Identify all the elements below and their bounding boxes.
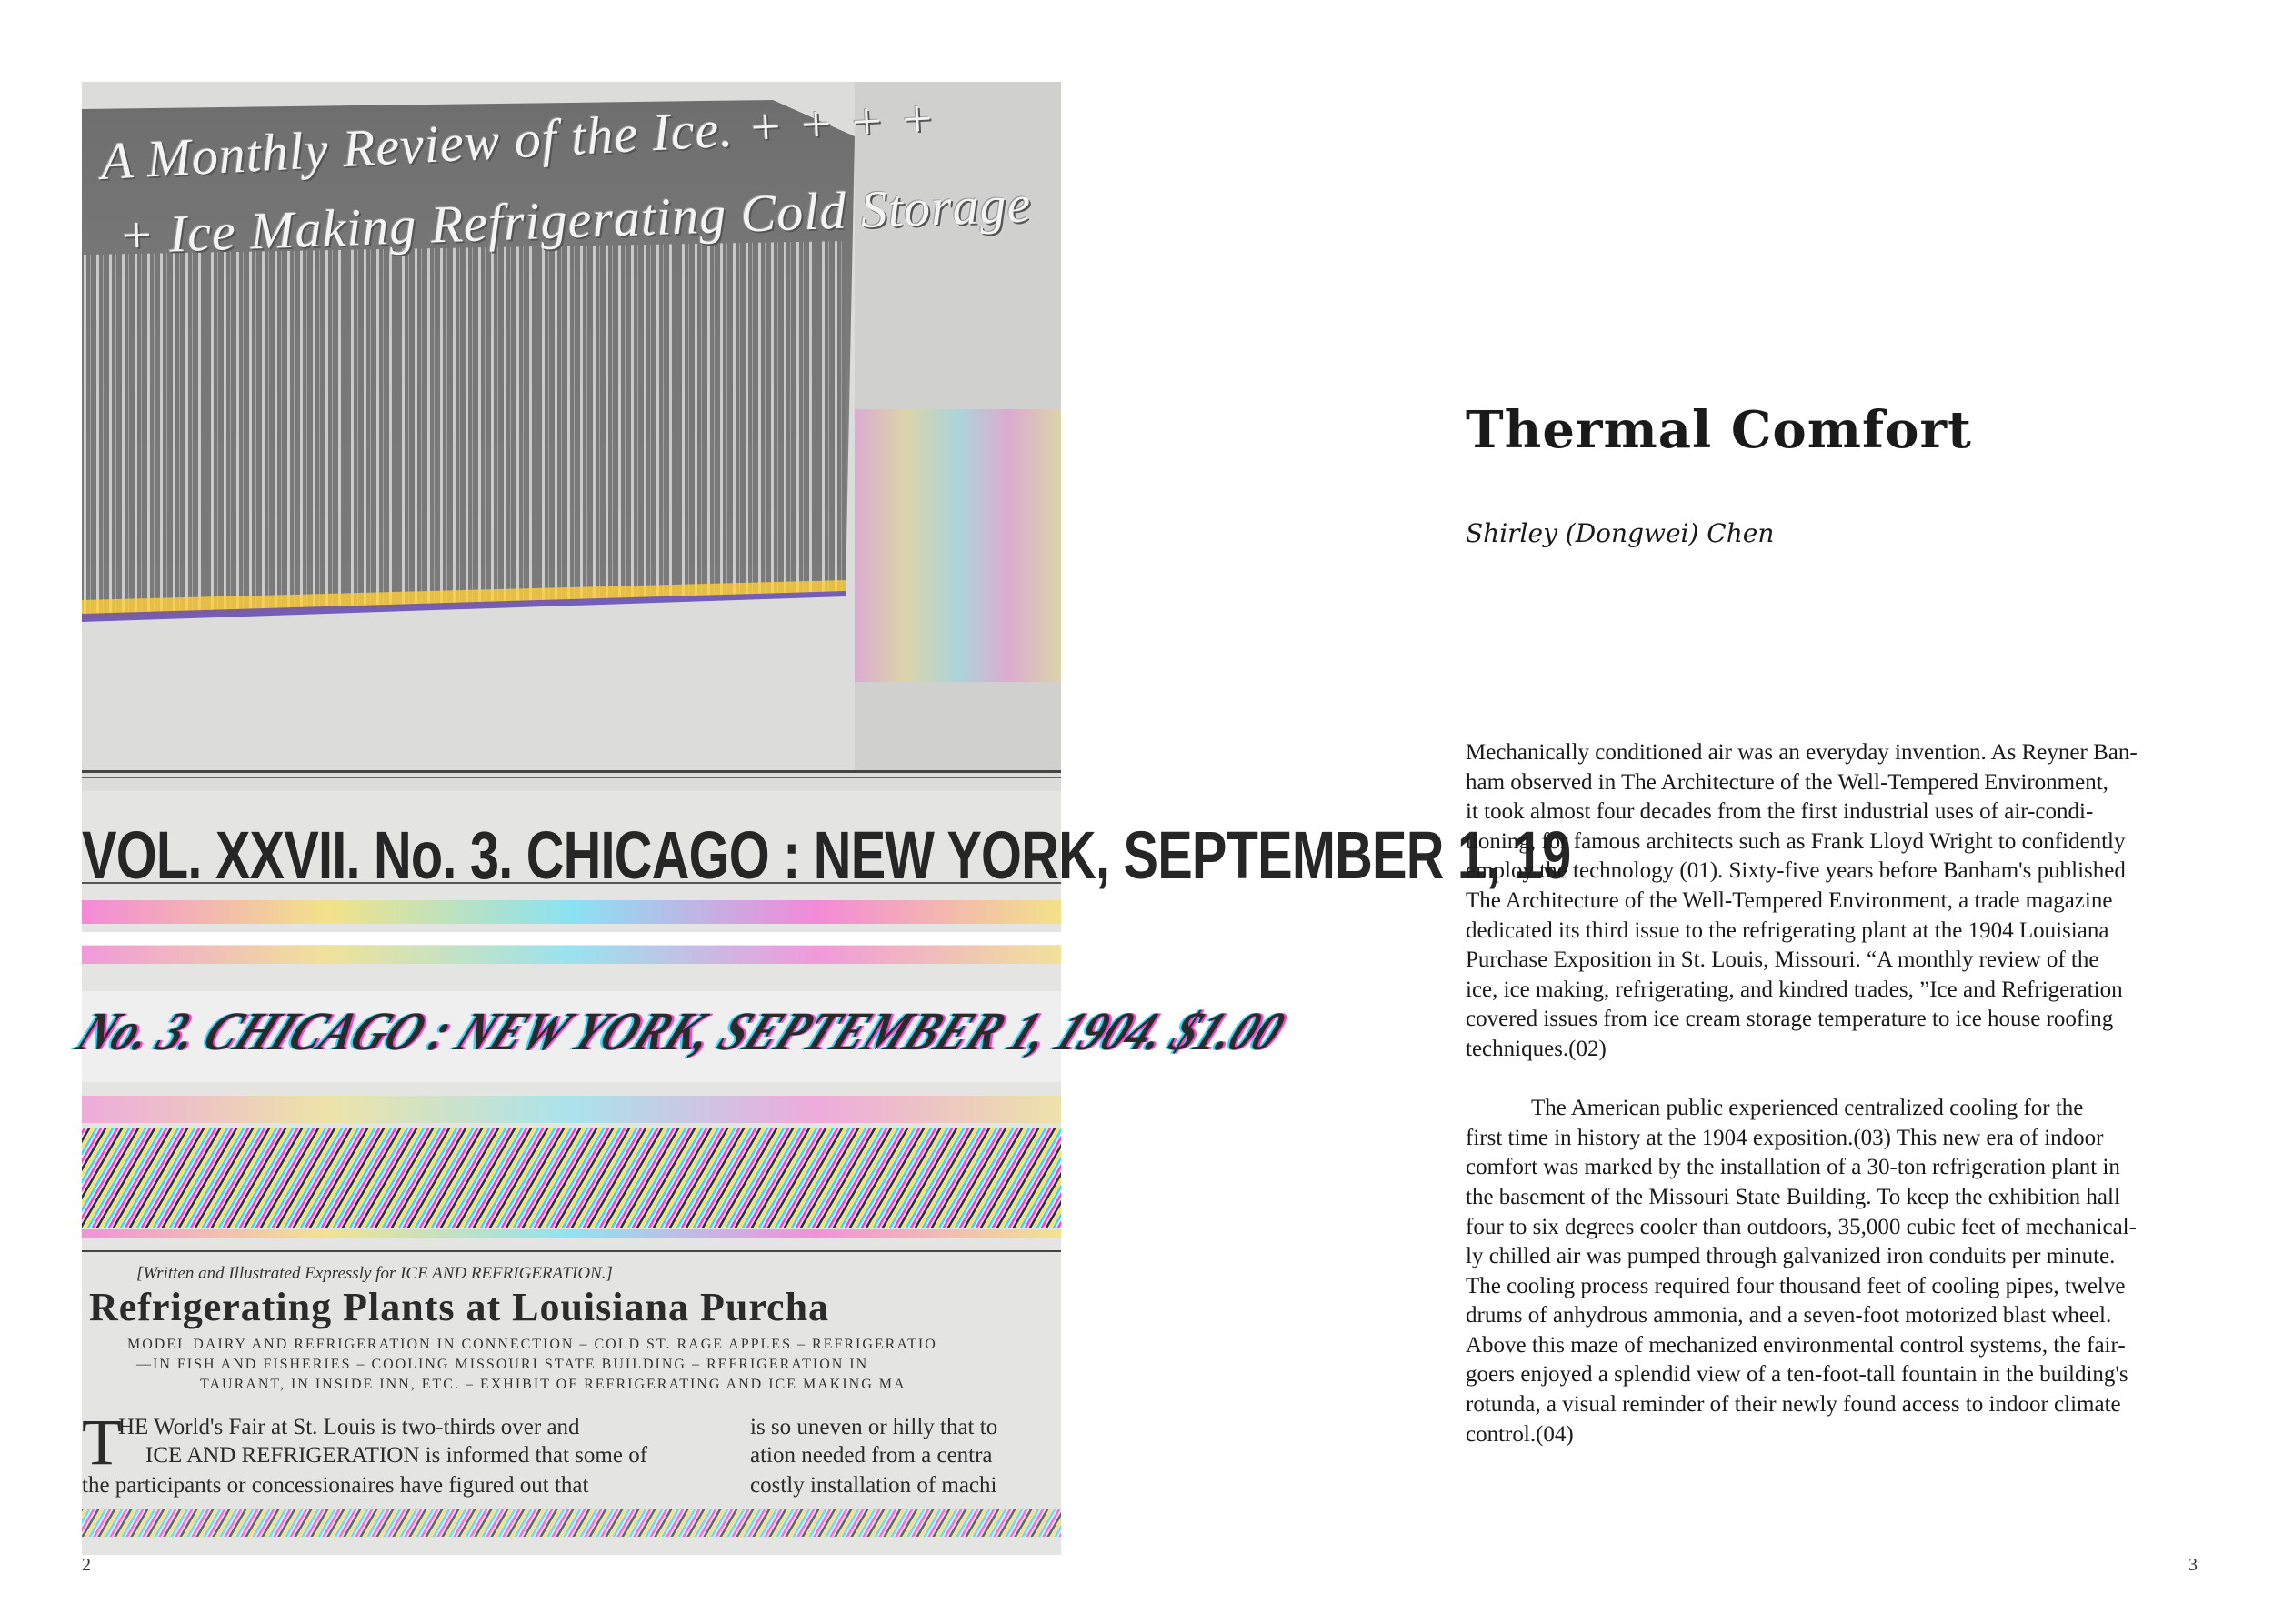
text-line: goers enjoyed a splendid view of a ten-foot-tall fountain in the building's — [1466, 1362, 2128, 1388]
magazine-col1-line1: HE World's Fair at St. Louis is two-thirds over and — [118, 1415, 580, 1439]
glitched-masthead-line: No. 3. CHICAGO : NEW YORK, SEPTEMBER 1, 1904. $1.00 — [67, 1001, 1294, 1061]
magazine-col1-line3: the participants or concessionaires have figured out that — [82, 1473, 589, 1498]
magazine-subhead-2: —IN FISH AND FISHERIES – COOLING MISSOURI STATE BUILDING – REFRIGERATION IN — [136, 1357, 869, 1372]
text-line: ham observed in The Architecture of the Well-Tempered Environment, — [1466, 769, 2108, 795]
magazine-subhead-3: TAURANT, IN INSIDE INN, ETC. – EXHIBIT OF REFRIGERATING AND ICE MAKING MA — [200, 1377, 906, 1392]
text-line: control.(04) — [1466, 1421, 1574, 1447]
text-line: Purchase Exposition in St. Louis, Missouri. “A monthly review of the — [1466, 947, 2099, 973]
text-line: comfort was marked by the installation of a 30-ton refrigeration plant in — [1466, 1155, 2120, 1180]
magazine-dropcap: T — [82, 1406, 122, 1479]
text-line: covered issues from ice cream storage temperature to ice house roofing — [1466, 1007, 2114, 1032]
text-line: techniques.(02) — [1466, 1036, 1607, 1061]
article-author: Shirley (Dongwei) Chen — [1466, 518, 1775, 548]
article-body — [1466, 738, 2193, 1449]
text-line: it took almost four decades from the first industrial uses of air-condi- — [1466, 799, 2094, 825]
banner-text-line-2: + Ice Making Refrigerating Cold Storage — [117, 174, 1033, 266]
text-line: ice, ice making, refrigerating, and kindred trades, ”Ice and Refrigeration — [1466, 977, 2123, 1002]
magazine-col2-line2: ation needed from a centra — [750, 1443, 993, 1468]
paragraph-2 — [1466, 1094, 2193, 1449]
magazine-col2-line1: is so uneven or hilly that to — [750, 1415, 998, 1439]
text-line: first time in history at the 1904 exposition.(03) This new era of indoor — [1466, 1125, 2104, 1150]
text-line: tioning, for famous architects such as Frank Lloyd Wright to confidently — [1466, 828, 2126, 854]
text-line: The Architecture of the Well-Tempered Environment, a trade magazine — [1466, 887, 2113, 913]
masthead-volume-line: VOL. XXVII. No. 3. CHICAGO : NEW YORK, SEPTEMBER 1, 19 — [82, 817, 1571, 893]
magazine-subhead-1: MODEL DAIRY AND REFRIGERATION IN CONNECTION – COLD ST. RAGE APPLES – REFRIGERATIO — [127, 1337, 937, 1352]
page-number-right: 3 — [2188, 1555, 2198, 1575]
magazine-col1-line2: ICE AND REFRIGERATION is informed that some of — [145, 1443, 648, 1468]
magazine-col2-line3: costly installation of machi — [750, 1473, 997, 1498]
text-line: Mechanically conditioned air was an everyday invention. As Reyner Ban- — [1466, 740, 2138, 765]
page-number-left: 2 — [82, 1555, 91, 1575]
text-line: the basement of the Missouri State Building. To keep the exhibition hall — [1466, 1184, 2120, 1209]
paragraph-gap — [1466, 1065, 2193, 1095]
right-page — [1136, 0, 2273, 1624]
article-title: Thermal Comfort — [1466, 400, 1972, 460]
text-line: Above this maze of mechanized environmental control systems, the fair- — [1466, 1332, 2126, 1358]
text-line: drums of anhydrous ammonia, and a seven-foot motorized blast wheel. — [1466, 1303, 2112, 1328]
text-line: The cooling process required four thousand feet of cooling pipes, twelve — [1466, 1273, 2126, 1298]
text-line: employ the technology (01). Sixty-five years before Banham's published — [1466, 858, 2126, 884]
text-line: rotunda, a visual reminder of their newly found access to indoor climate — [1466, 1392, 2121, 1418]
magazine-headline: Refrigerating Plants at Louisiana Purcha — [89, 1285, 830, 1329]
text-line: ly chilled air was pumped through galvanized iron conduits per minute. — [1466, 1244, 2116, 1269]
banner-text-line-1: A Monthly Review of the Ice. + + + + — [98, 87, 937, 192]
text-line: four to six degrees cooler than outdoors, 35,000 cubic feet of mechanical- — [1466, 1214, 2137, 1239]
article-credit-line: [Written and Illustrated Expressly for ICE AND REFRIGERATION.] — [136, 1264, 613, 1283]
text-line: The American public experienced centralized cooling for the — [1531, 1096, 2084, 1121]
text-line: dedicated its third issue to the refrigerating plant at the 1904 Louisiana — [1466, 917, 2109, 943]
paragraph-1 — [1466, 738, 2193, 1065]
